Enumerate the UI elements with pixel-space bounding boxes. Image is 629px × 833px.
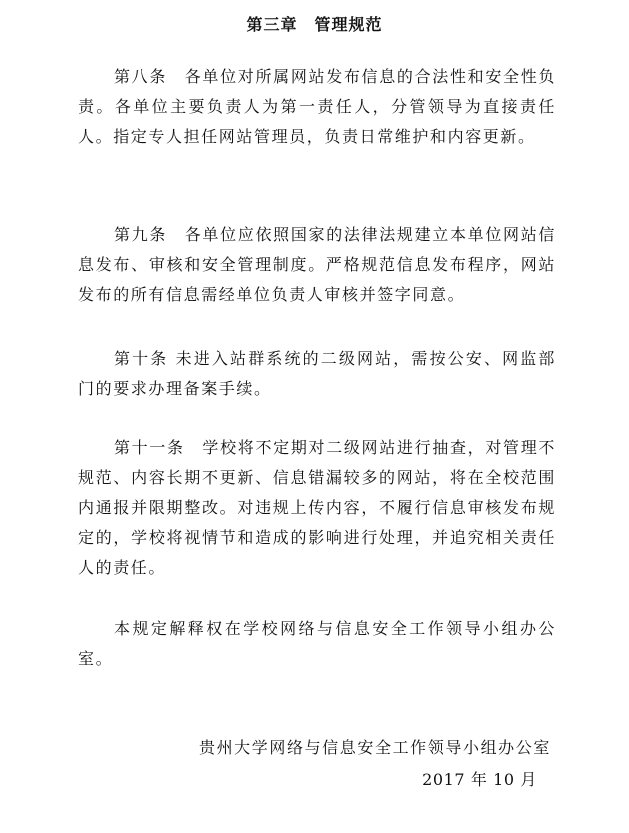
interpretation-clause: 本规定解释权在学校网络与信息安全工作领导小组办公室。 [78, 619, 556, 668]
article-11: 第十一条 学校将不定期对二级网站进行抽查，对管理不规范、内容长期不更新、信息错漏较多的网站，将在全校范围内通报并限期整改。对违规上传内容，不履行信息审核发布规定的，学校将视情节和造成的影响进行处理，并追究相关责任人的责任。 [78, 438, 556, 577]
signature-date: 2017 年 10 月 [422, 770, 537, 789]
article-8: 第八条 各单位对所属网站发布信息的合法性和安全性负责。各单位主要负责人为第一责任人，分管领导为直接责任人。指定专人担任网站管理员，负责日常维护和内容更新。 [78, 67, 556, 146]
signature-organization: 贵州大学网络与信息安全工作领导小组办公室 [198, 738, 551, 757]
article-9: 第九条 各单位应依照国家的法律法规建立本单位网站信息发布、审核和安全管理制度。严格规范信息发布程序，网站发布的所有信息需经单位负责人审核并签字同意。 [78, 225, 556, 304]
chapter-title: 第三章 管理规范 [246, 15, 383, 34]
article-10: 第十条 未进入站群系统的二级网站，需按公安、网监部门的要求办理备案手续。 [78, 349, 556, 398]
